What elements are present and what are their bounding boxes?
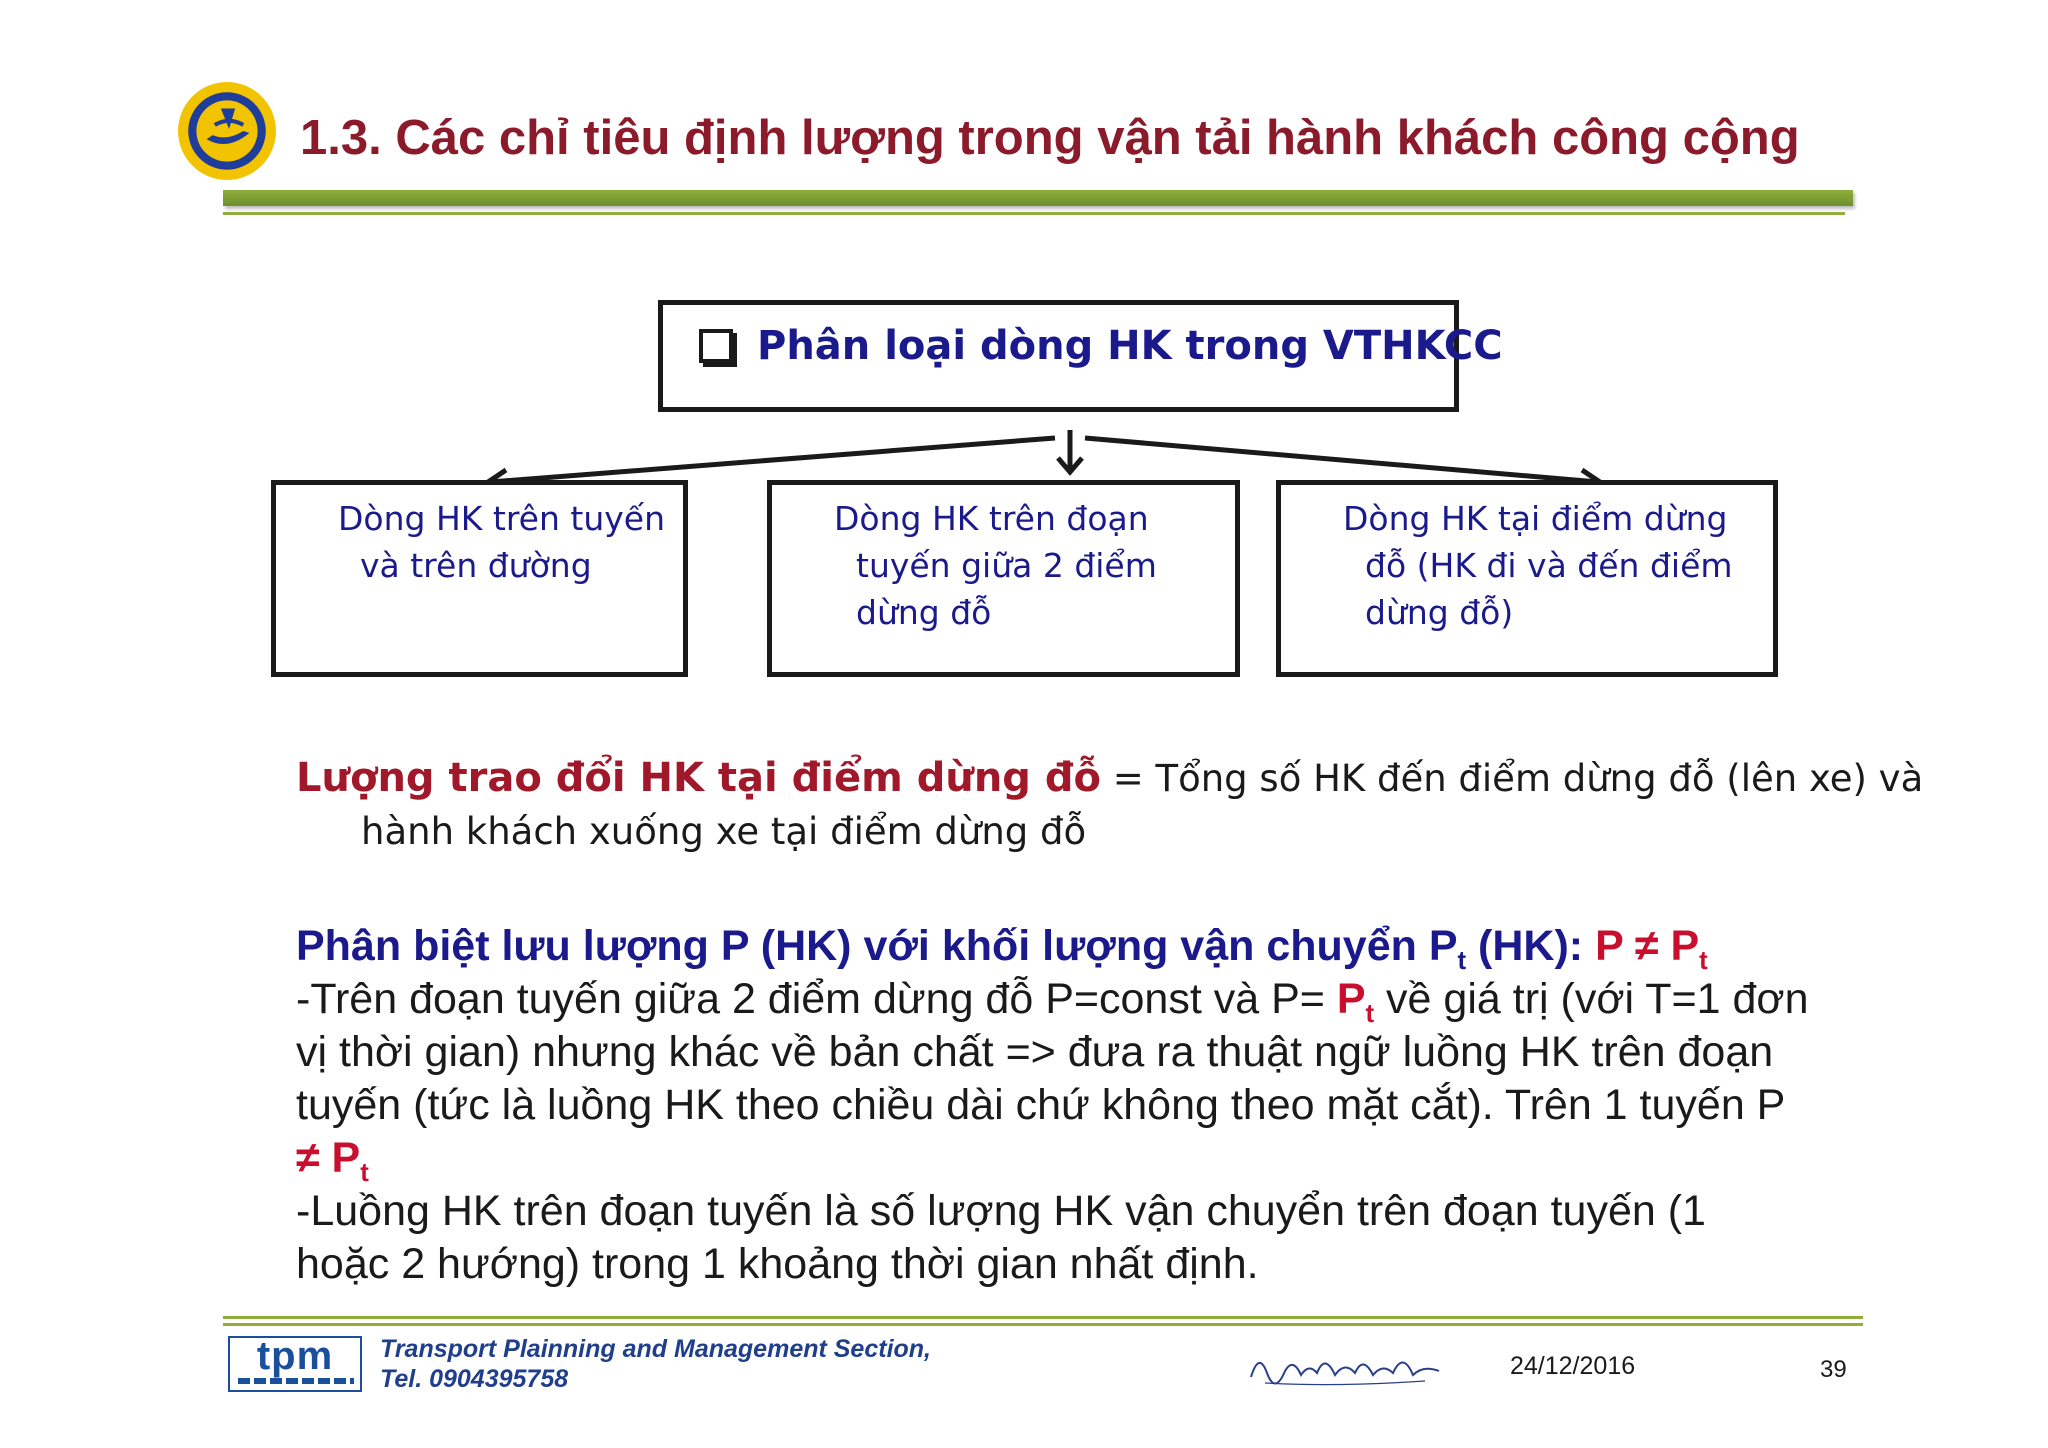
footer-date: 24/12/2016 [1510,1352,1636,1380]
child-route-line-2: và trên đường [360,546,592,585]
child-segment-line-1: Dòng HK trên đoạn [834,499,1149,538]
diagram-child-route [271,480,688,677]
child-stop-line-1: Dòng HK tại điểm dừng [1343,499,1728,538]
child-route-line-1: Dòng HK trên tuyến [338,499,665,538]
body-line-3: tuyến (tức là luồng HK theo chiều dài chứ không theo mặt cắt). Trên 1 tuyến P [296,1081,1786,1129]
child-segment-line-2: tuyến giữa 2 điểm [856,546,1157,585]
diagram-child-stop [1276,480,1778,677]
page-number: 39 [1820,1356,1847,1383]
exchange-term: Lượng trao đổi HK tại điểm dừng đỗ [296,755,1101,801]
header-divider-bar [223,190,1853,206]
child-segment-line-3: dừng đỗ [856,593,992,632]
distinguish-heading: Phân biệt lưu lượng P (HK) với khối lượng vận chuyển $P_t$ (HK): $P \ne P_t$ [296,922,1708,976]
signature [1245,1343,1445,1391]
diagram-root-label: Phân loại dòng HK trong VTHKCC [757,323,1503,369]
body-line-2: vị thời gian) nhưng khác về bản chất => đưa ra thuật ngữ luồng HK trên đoạn [296,1028,1774,1076]
header-divider-line [223,212,1845,215]
not-equal-formula: $P \ne P_t$ [1595,922,1708,976]
tpm-logo: tpm [228,1336,362,1392]
exchange-definition-text: = Tổng số HK đến điểm dừng đỗ (lên xe) và [1100,757,1924,800]
body-line-5: -Luồng HK trên đoạn tuyến là số lượng HK vận chuyển trên đoạn tuyến (1 [296,1187,1706,1235]
footer-divider-bottom [223,1323,1863,1326]
footer-telephone: Tel. 0904395758 [380,1365,569,1393]
checkbox-bullet-icon [699,329,733,363]
child-stop-line-3: dừng đỗ) [1365,593,1514,632]
university-logo [176,80,278,182]
diagram-root-box [658,300,1503,412]
footer-organization: Transport Plainning and Management Section, [380,1335,932,1363]
body-line-4: ≠ $P_t$ [296,1134,369,1188]
page-title: 1.3. Các chỉ tiêu định lượng trong vận tải hành khách công cộng [300,111,1800,165]
body-line-6: hoặc 2 hướng) trong 1 khoảng thời gian nhất định. [296,1240,1259,1288]
diagram-child-segment [767,480,1240,677]
child-stop-line-2: đỗ (HK đi và đến điểm [1365,546,1733,585]
body-line-1: -Trên đoạn tuyến giữa 2 điểm dừng đỗ P=const và $P= P_t$ về giá trị (với T=1 đơn [296,975,1809,1029]
footer-divider-top [223,1316,1863,1319]
exchange-definition-continued: hành khách xuống xe tại điểm dừng đỗ [361,810,1087,853]
exchange-definition [296,755,1923,801]
